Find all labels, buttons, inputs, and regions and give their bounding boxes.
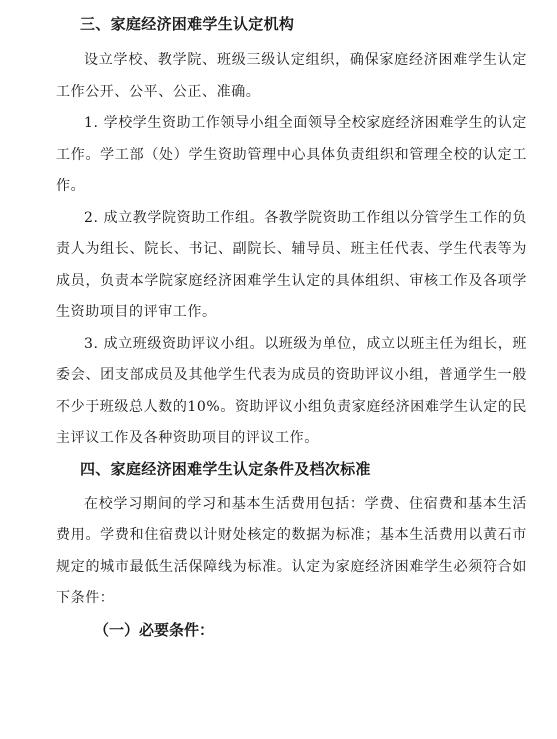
section-4-paragraph-1: 在校学习期间的学习和基本生活费用包括：学费、住宿费和基本生活费用。学费和住宿费以计财处核定的数据为标准；基本生活费用以黄石市规定的城市最低生活保障线为标准。认定为家庭经济困难学生必须符合如下条件： [56,495,527,606]
section-3-paragraph-1: 设立学校、教学院、班级三级认定组织，确保家庭经济困难学生认定工作公开、公平、公正、准确。 [56,52,527,100]
section-3-paragraph-3: 2. 成立教学院资助工作组。各教学院资助工作组以分管学生工作的负责人为组长、院长、书记、副院长、辅导员、班主任代表、学生代表等为成员，负责本学院家庭经济困难学生认定的具体组织、审核工作及各项学生资助项目的评审工作。 [56,209,528,320]
section-3-paragraph-2: 1. 学校学生资助工作领导小组全面领导全校家庭经济困难学生的认定工作。学工部（处）学生资助管理中心具体负责组织和管理全校的认定工作。 [56,115,528,194]
section-4-heading: 四、家庭经济困难学生认定条件及档次标准 [80,459,371,478]
section-3-heading: 三、家庭经济困难学生认定机构 [80,15,295,33]
section-3-paragraph-4: 3. 成立班级资助评议小组。以班级为单位，成立以班主任为组长，班委会、团支部成员及其他学生代表为成员的资助评议小组，普通学生一般不少于班级总人数的10%。资助评议小组负责家庭经济困难学生认定的民主评议工作及各种资助项目的评议工作。 [56,335,528,446]
section-4-subheading: （一）必要条件： [94,620,215,639]
